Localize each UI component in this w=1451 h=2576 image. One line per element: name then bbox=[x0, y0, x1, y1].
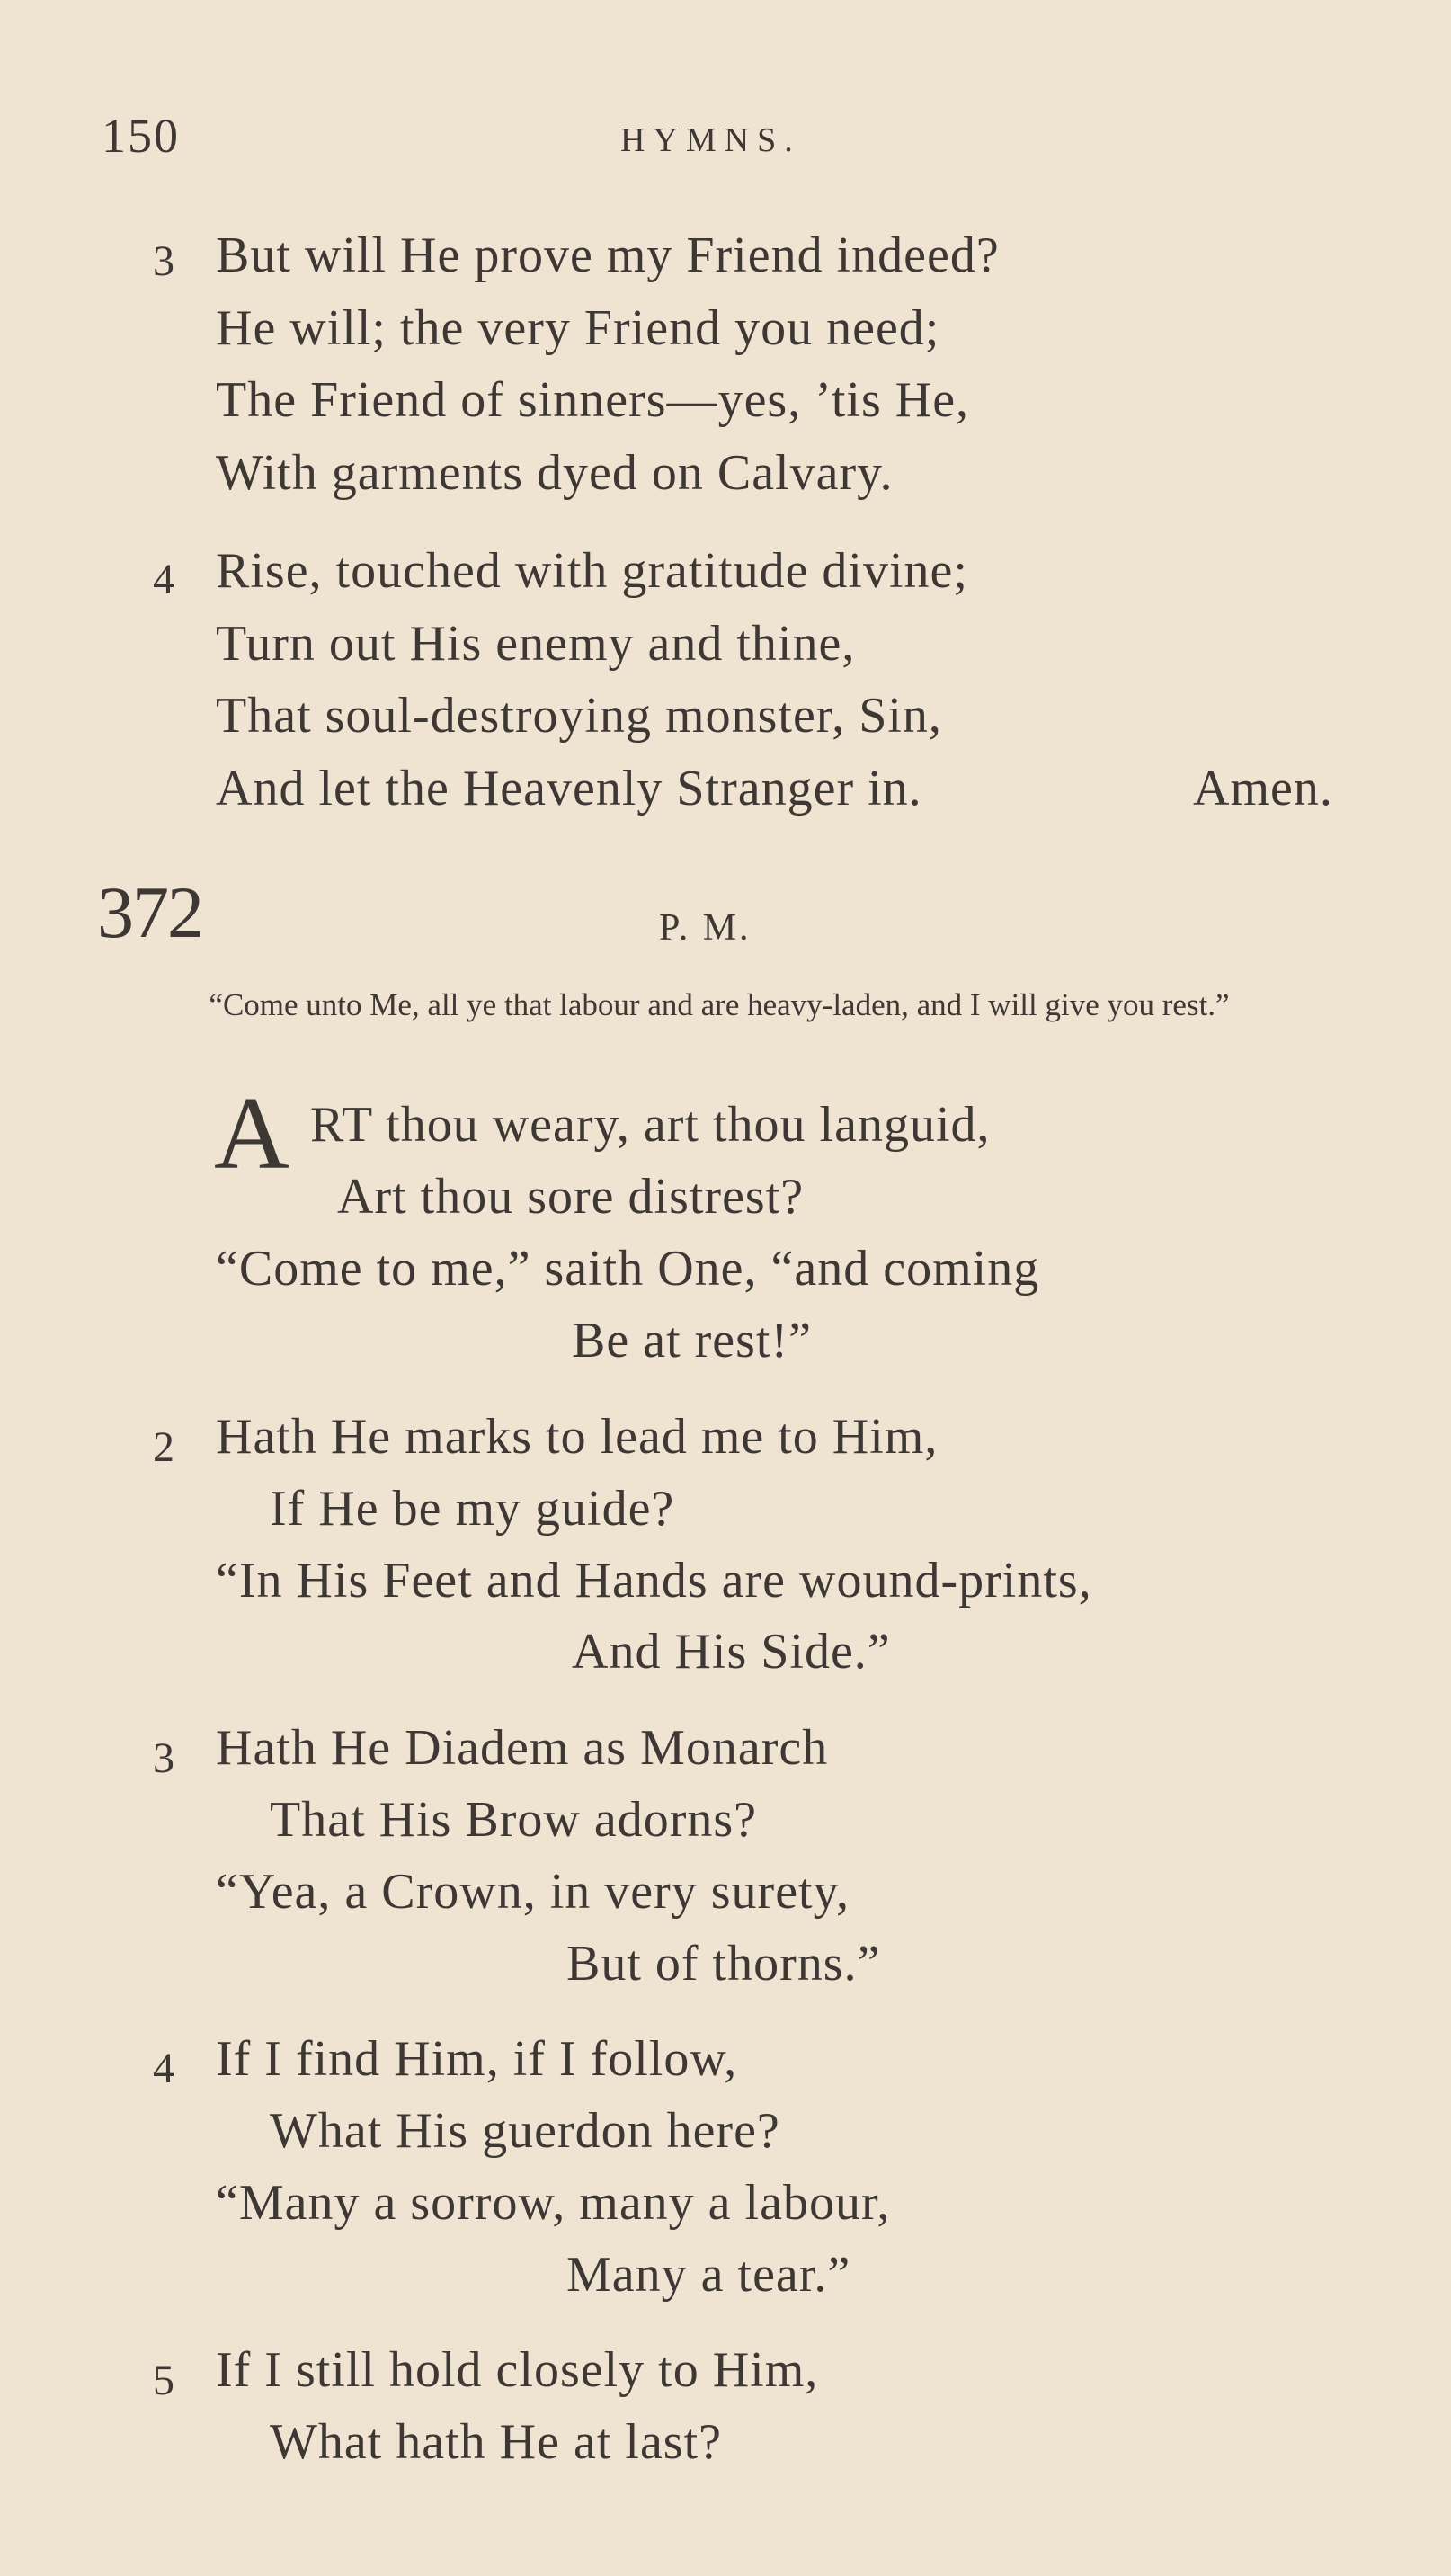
verse-line: Art thou sore distrest? bbox=[337, 1169, 805, 1225]
verse-line: Many a tear.” bbox=[566, 2247, 851, 2303]
epigraph: “Come unto Me, all ye that labour and are heavy-laden, and I will give you rest.” bbox=[209, 987, 1230, 1022]
verse-line: But will He prove my Friend indeed? bbox=[216, 227, 1000, 283]
verse-line: That soul-destroying monster, Sin, bbox=[216, 688, 942, 744]
verse-line: “Many a sorrow, many a labour, bbox=[216, 2175, 891, 2231]
verse-line: Hath He marks to lead me to Him, bbox=[216, 1409, 939, 1465]
verse-number: 3 bbox=[153, 1734, 174, 1782]
verse-line: RT thou weary, art thou languid, bbox=[310, 1097, 991, 1153]
verse-line: “Yea, a Crown, in very surety, bbox=[216, 1864, 850, 1920]
verse-line: And His Side.” bbox=[572, 1624, 891, 1680]
verse-line: “Come to me,” saith One, “and coming bbox=[216, 1241, 1040, 1297]
verse-number: 2 bbox=[153, 1423, 174, 1471]
verse-line: And let the Heavenly Stranger in. bbox=[216, 761, 922, 816]
verse-line: What His guerdon here? bbox=[270, 2103, 780, 2159]
verse-number: 4 bbox=[153, 2045, 174, 2092]
verse-number: 5 bbox=[153, 2357, 174, 2404]
verse-line: Turn out His enemy and thine, bbox=[216, 616, 856, 672]
verse-number: 3 bbox=[153, 237, 174, 285]
hymn-number: 372 bbox=[97, 871, 202, 953]
verse-line: With garments dyed on Calvary. bbox=[216, 445, 894, 501]
verse-number: 4 bbox=[153, 556, 174, 603]
verse-line: Be at rest!” bbox=[572, 1313, 812, 1368]
hymn-meter: P. M. bbox=[659, 907, 752, 949]
verse-line: If He be my guide? bbox=[270, 1481, 675, 1537]
verse-line: But of thorns.” bbox=[566, 1936, 881, 1992]
amen: Amen. bbox=[1193, 761, 1333, 816]
running-title: HYMNS. bbox=[620, 121, 801, 159]
page-number: 150 bbox=[102, 109, 180, 163]
verse-line: The Friend of sinners—yes, ’tis He, bbox=[216, 372, 970, 428]
drop-cap: A bbox=[214, 1076, 289, 1191]
verse-line: Hath He Diadem as Monarch bbox=[216, 1720, 829, 1776]
verse-line: He will; the very Friend you need; bbox=[216, 300, 940, 356]
verse-line: That His Brow adorns? bbox=[270, 1792, 758, 1848]
verse-line: Rise, touched with gratitude divine; bbox=[216, 543, 968, 599]
verse-line: What hath He at last? bbox=[270, 2414, 723, 2470]
verse-line: “In His Feet and Hands are wound-prints, bbox=[216, 1553, 1092, 1609]
verse-line: If I find Him, if I follow, bbox=[216, 2031, 738, 2087]
verse-line: If I still hold closely to Him, bbox=[216, 2342, 819, 2398]
